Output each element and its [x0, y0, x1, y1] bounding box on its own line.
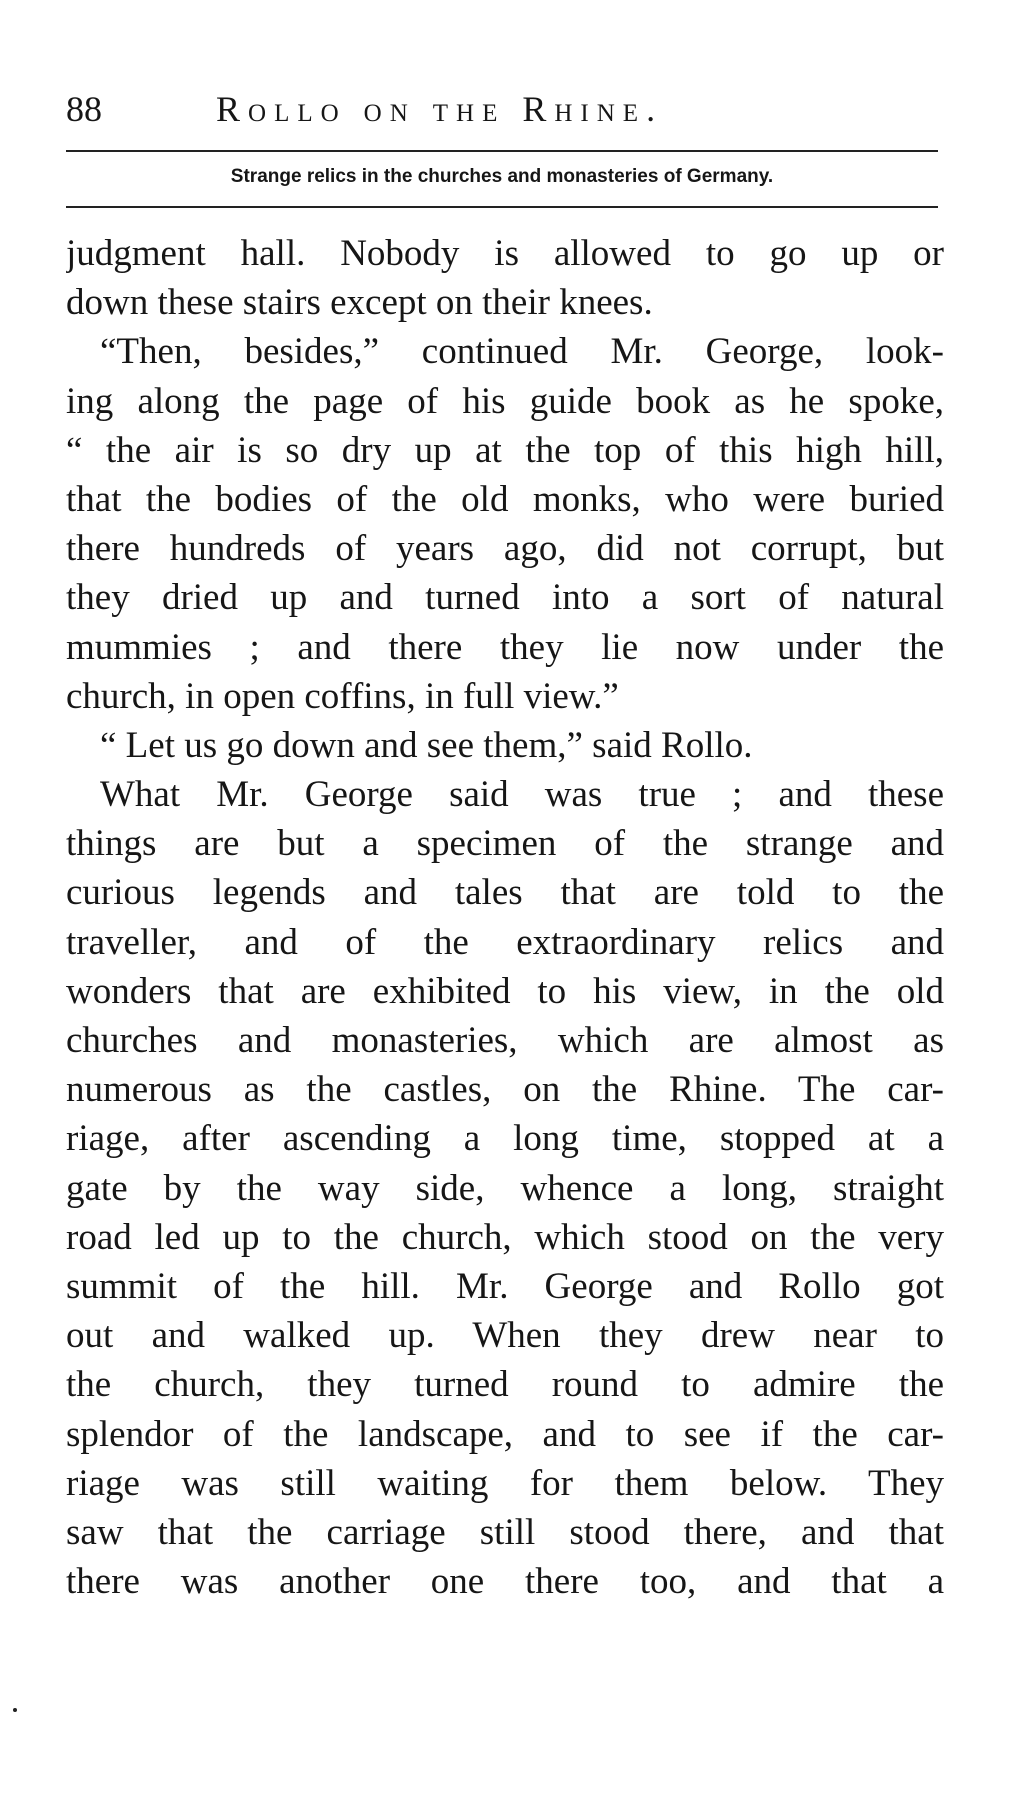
- text-line: summit of the hill. Mr. George and Rollo got: [66, 1265, 944, 1307]
- text-line: numerous as the castles, on the Rhine. The car-: [66, 1069, 944, 1111]
- ink-speck: [13, 1708, 17, 1712]
- text-line: that the bodies of the old monks, who were buried: [66, 478, 944, 520]
- text-line: things are but a specimen of the strange and: [66, 823, 944, 865]
- text-line: gate by the way side, whence a long, straight: [66, 1167, 944, 1209]
- text-line: curious legends and tales that are told to the: [66, 872, 944, 914]
- text-line: mummies ; and there they lie now under the: [66, 626, 944, 668]
- text-line: wonders that are exhibited to his view, in the old: [66, 970, 944, 1012]
- text-line: riage was still waiting for them below. They: [66, 1462, 944, 1504]
- running-head: [66, 84, 936, 134]
- text-line: traveller, and of the extraordinary relics and: [66, 921, 944, 963]
- text-line: out and walked up. When they drew near to: [66, 1315, 944, 1357]
- text-line: there was another one there too, and that a: [66, 1561, 944, 1603]
- text-line: there hundreds of years ago, did not corrupt, but: [66, 528, 944, 570]
- text-line: ing along the page of his guide book as he spoke,: [66, 380, 944, 422]
- text-line: What Mr. George said was true ; and these: [100, 774, 944, 816]
- body-text: [66, 229, 944, 1606]
- text-line: judgment hall. Nobody is allowed to go up or: [66, 233, 944, 274]
- text-line: churches and monasteries, which are almost as: [66, 1020, 944, 1061]
- text-line: saw that the carriage still stood there, and that: [66, 1511, 944, 1553]
- text-line: the church, they turned round to admire the: [66, 1364, 944, 1406]
- header-rule-bottom: [66, 206, 938, 208]
- text-line: “ the air is so dry up at the top of this high hill,: [66, 429, 944, 471]
- page-number: 88: [66, 89, 102, 129]
- text-line: “Then, besides,” continued Mr. George, look-: [100, 331, 944, 373]
- text-line: down these stairs except on their knees.: [66, 282, 653, 324]
- header-rule-top: [66, 150, 938, 152]
- text-line: church, in open coffins, in full view.”: [66, 675, 619, 717]
- book-title: Rollo on the Rhine.: [216, 89, 664, 129]
- text-line: “ Let us go down and see them,” said Rollo.: [100, 724, 753, 766]
- text-line: they dried up and turned into a sort of natural: [66, 577, 944, 619]
- page-subheading: Strange relics in the churches and monasteries of Germany.: [230, 166, 774, 187]
- text-line: riage, after ascending a long time, stopped at a: [66, 1118, 944, 1160]
- text-line: road led up to the church, which stood on the very: [66, 1216, 944, 1258]
- text-line: splendor of the landscape, and to see if the car-: [66, 1413, 944, 1455]
